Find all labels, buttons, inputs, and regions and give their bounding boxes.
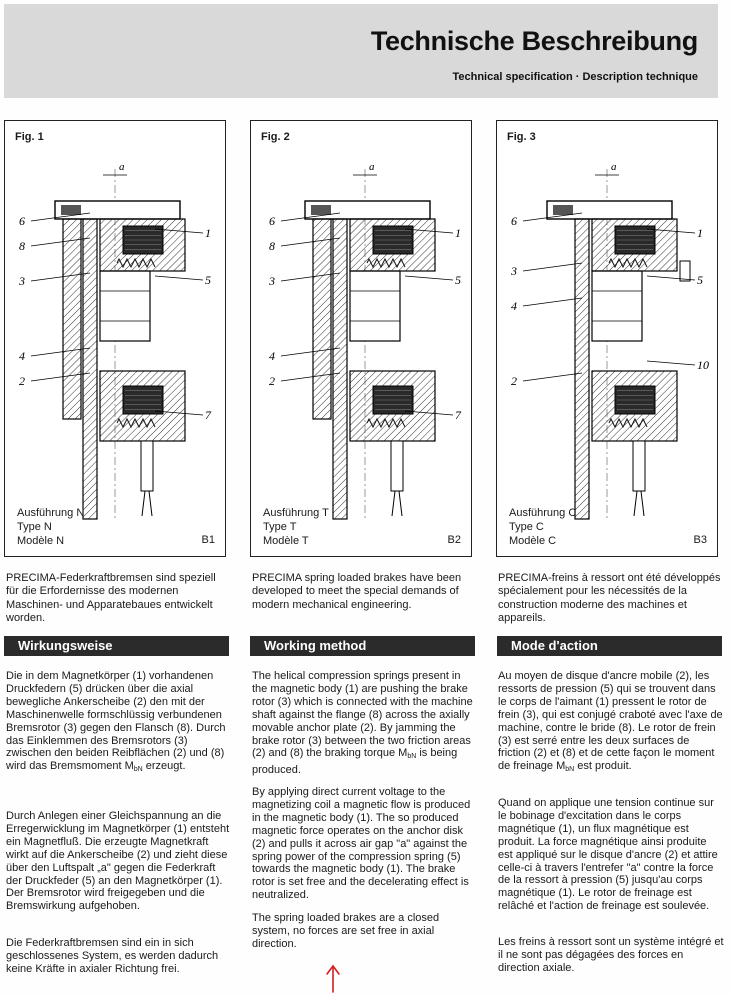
- variant-de: Ausführung T: [263, 507, 329, 519]
- callout-number: 8: [19, 239, 25, 253]
- callout-number: 8: [269, 239, 275, 253]
- flange: [63, 219, 81, 419]
- callout-number: 2: [269, 374, 275, 388]
- callout-number: 2: [511, 374, 517, 388]
- variant-de: Ausführung N: [17, 507, 85, 519]
- figure-3: [496, 120, 718, 557]
- variant-names: [17, 506, 84, 548]
- paragraph-de-2: Durch Anlegen einer Gleichspannung an die Erregerwicklung im Magnetkörper (1) entsteht ein Magnetfluß. Die erzeugte Magnetkraft wirkt auf die Ankerscheibe (2) und zieht diese über den Luftspalt „a" gegen die Federkraft der Druckfeder (5) an den Magnetkörper (1). Der Bremsrotor wird freigegeben und die Bremswirkung aufgehoben.: [6, 810, 230, 913]
- bolt-head: [553, 205, 573, 215]
- paragraph-en-2: By applying direct current voltage to the magnetizing coil a magnetic flow is produced in the magnetic body (1). The so produced magnetic force operates on the anchor disk (2) and pulls it across air gap "a" against the spring power of the compression spring (5) towards the magnetic body (1). The brake rotor is set free and the decelerating effect is neutralized.: [252, 786, 471, 902]
- variant-names: [509, 506, 576, 548]
- brake-rotor: [100, 271, 150, 341]
- section-heading-de: Wirkungsweise: [4, 636, 229, 656]
- callout-number: 7: [455, 408, 461, 422]
- header-banner: [4, 4, 718, 98]
- cable-wires: [392, 491, 402, 516]
- callout-number: 5: [455, 273, 461, 287]
- figure-1: [4, 120, 226, 557]
- variant-fr: Modèle C: [509, 535, 557, 547]
- paragraph-de-3: Die Federkraftbremsen sind ein in sich geschlossenes System, es werden dadurch keine Kräfte in axialer Richtung frei.: [6, 937, 219, 975]
- figure-code: B2: [447, 534, 461, 546]
- figure-label: Fig. 3: [507, 131, 536, 143]
- cable-wires: [634, 491, 644, 516]
- section-heading-en: Working method: [250, 636, 475, 656]
- intro-de: PRECIMA-Federkraftbremsen sind speziell für die Erfordernisse des modernen Maschinen- und Apparatebaues entwickelt worden.: [6, 572, 216, 625]
- callout-leader: [155, 276, 203, 280]
- callout-number: 3: [511, 264, 517, 278]
- page-subtitle: Technical specification · Description technique: [452, 71, 698, 83]
- callout-number: 3: [269, 274, 275, 288]
- intro-fr: PRECIMA-freins à ressort ont été développés spécialement pour les nécessités de la construction moderne des machines et appareils.: [498, 572, 721, 625]
- callout-number: 7: [205, 408, 211, 422]
- paragraph-de-1: Die in dem Magnetkörper (1) vorhandenen Druckfedern (5) drücken über die axial bewegliche Ankerscheibe (2) den mit der Maschinenwelle formschlüssig verbundenen Bremsrotor (3) gegen den Flansch (8). Durch das Einklemmen des Bremsrotors (3) zwischen den beiden Reibflächen (2) und (8) wird das Bremsmoment $M_{bN}$ erzeugt.: [6, 670, 226, 774]
- brake-cross-section-drawing: [5, 121, 227, 558]
- bolt-head: [61, 205, 81, 215]
- figure-label: Fig. 2: [261, 131, 290, 143]
- gap-label: a: [611, 161, 617, 173]
- bolt-head: [311, 205, 331, 215]
- variant-en: Type N: [17, 521, 52, 533]
- cable-sleeve: [141, 441, 153, 491]
- brake-rotor: [350, 271, 400, 341]
- callout-number: 6: [511, 214, 517, 228]
- callout-number: 2: [19, 374, 25, 388]
- figure-code: B3: [693, 534, 707, 546]
- callout-number: 5: [205, 273, 211, 287]
- section-heading-fr: Mode d'action: [497, 636, 722, 656]
- paragraph-fr-3: Les freins à ressort sont un système intégré et il ne sont pas dégagées des forces en direction axiale.: [498, 936, 724, 974]
- cable-sleeve: [633, 441, 645, 491]
- callout-number: 4: [19, 349, 25, 363]
- callout-leader: [405, 276, 453, 280]
- cable-wires: [142, 491, 152, 516]
- page-title: Technische Beschreibung: [370, 26, 698, 56]
- gap-label: a: [369, 161, 375, 173]
- paragraph-fr-1: Au moyen de disque d'ancre mobile (2), les ressorts de pression (5) qui se trouvent dans le corps de l'aimant (1) pressent le rotor de frein (3), qui est conjugé craboté avec l'axe de machine, contre le bride (8). Le rotor de frein (3) est serré entre les deux surfaces de friction (2) et (8) et de cette façon le moment de freinage $M_{bN}$ est produit.: [498, 670, 723, 774]
- callout-number: 5: [697, 273, 703, 287]
- anchor-plate: [83, 219, 97, 519]
- brake-rotor: [592, 271, 642, 341]
- variant-de: Ausführung C: [509, 507, 577, 519]
- variant-fr: Modèle N: [17, 535, 65, 547]
- callout-number: 3: [19, 274, 25, 288]
- intro-en: PRECIMA spring loaded brakes have been developed to meet the special demands of modern mechanical engineering.: [252, 572, 462, 611]
- paragraph-en-1: The helical compression springs present in the magnetic body (1) are pushing the brake rotor (3) which is connected with the machine shaft against the flange (8) across the axially movable anchor plate (2). By jamming the brake rotor (3) between the two friction areas (2) and (8) the braking torque $M_{bN}$ is being produced.: [252, 670, 473, 777]
- callout-number: 6: [19, 214, 25, 228]
- figure-code: B1: [201, 534, 215, 546]
- flange: [313, 219, 331, 419]
- callout-number: 1: [455, 226, 461, 240]
- cover-clip: [680, 261, 690, 281]
- figure-label: Fig. 1: [15, 131, 44, 143]
- anchor-plate: [333, 219, 347, 519]
- callout-number: 1: [205, 226, 211, 240]
- figure-2: [250, 120, 472, 557]
- callout-number: 4: [511, 299, 517, 313]
- callout-leader: [523, 263, 582, 271]
- cable-sleeve: [391, 441, 403, 491]
- brake-cross-section-drawing: [497, 121, 719, 558]
- callout-number: 6: [269, 214, 275, 228]
- variant-fr: Modèle T: [263, 535, 309, 547]
- callout-number: 1: [697, 226, 703, 240]
- variant-en: Type T: [263, 521, 297, 533]
- callout-leader: [523, 373, 582, 381]
- red-up-arrow-icon: [324, 964, 342, 994]
- variant-en: Type C: [509, 521, 544, 533]
- paragraph-fr-2: Quand on applique une tension continue sur le bobinage d'excitation dans le corps magnétique (1), un flux magnétique est produit. La force magnétique ainsi produite est appliqué sur le disque d'ancre (2) et attire celle-ci à travers l'entrefer "a" contre la force de la ressort à pression (5) jusqu'au corps magnétique (1). Le rotor de freinage est relâché et l'action de freinage est soulevée.: [498, 797, 718, 913]
- paragraph-en-3: The spring loaded brakes are a closed system, no forces are set free in axial direction.: [252, 912, 440, 950]
- brake-cross-section-drawing: [251, 121, 473, 558]
- callout-leader: [523, 298, 582, 306]
- callout-number: 10: [697, 358, 709, 372]
- callout-number: 4: [269, 349, 275, 363]
- callout-leader: [647, 361, 695, 365]
- gap-label: a: [119, 161, 125, 173]
- variant-names: [263, 506, 329, 548]
